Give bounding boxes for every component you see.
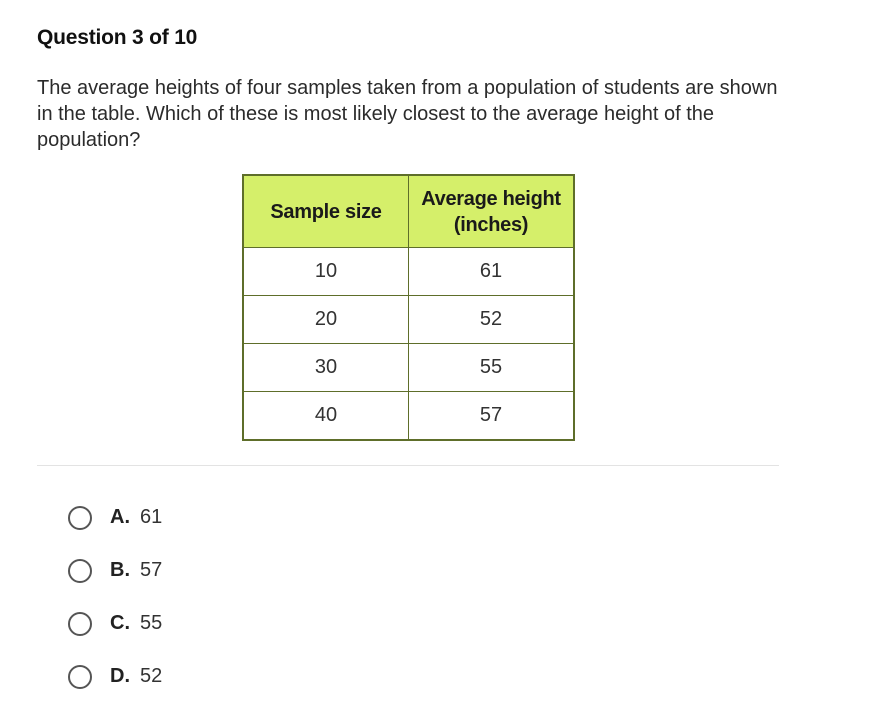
table-cell: 61	[409, 248, 575, 296]
question-heading: Question 3 of 10	[37, 26, 198, 49]
table-cell: 57	[409, 392, 575, 441]
answer-choice-d[interactable]	[68, 659, 162, 694]
answer-choices	[68, 500, 162, 712]
table-header-average-height-label: Average height (inches)	[421, 187, 561, 236]
answer-choice-b[interactable]	[68, 553, 162, 588]
table-cell: 40	[243, 392, 409, 441]
radio-button-c[interactable]	[68, 612, 92, 636]
data-table	[242, 174, 575, 441]
answer-choice-c[interactable]	[68, 606, 162, 641]
radio-button-d[interactable]	[68, 665, 92, 689]
table-cell: 52	[409, 296, 575, 344]
choice-value: 52	[140, 665, 163, 687]
answer-choice-a[interactable]	[68, 500, 162, 535]
table-cell: 20	[243, 296, 409, 344]
table-cell: 30	[243, 344, 409, 392]
table-header-sample-size: Sample size	[243, 175, 409, 248]
choice-letter: D.	[110, 665, 130, 687]
choice-value: 55	[140, 612, 163, 634]
table-row	[243, 344, 574, 392]
choice-letter: C.	[110, 612, 130, 634]
table-header-average-height	[409, 175, 575, 248]
question-text: The average heights of four samples taken from a population of students are shown in the table. Which of these is most likely closest to the average height of the population?	[37, 77, 778, 151]
choice-value: 61	[140, 506, 163, 528]
table-row	[243, 248, 574, 296]
choice-letter: B.	[110, 559, 130, 581]
table-header-row	[243, 175, 574, 248]
choice-letter: A.	[110, 506, 130, 528]
table-row	[243, 296, 574, 344]
table-cell: 10	[243, 248, 409, 296]
table-row	[243, 392, 574, 441]
section-divider	[37, 465, 779, 466]
radio-button-a[interactable]	[68, 506, 92, 530]
table-cell: 55	[409, 344, 575, 392]
radio-button-b[interactable]	[68, 559, 92, 583]
choice-value: 57	[140, 559, 163, 581]
